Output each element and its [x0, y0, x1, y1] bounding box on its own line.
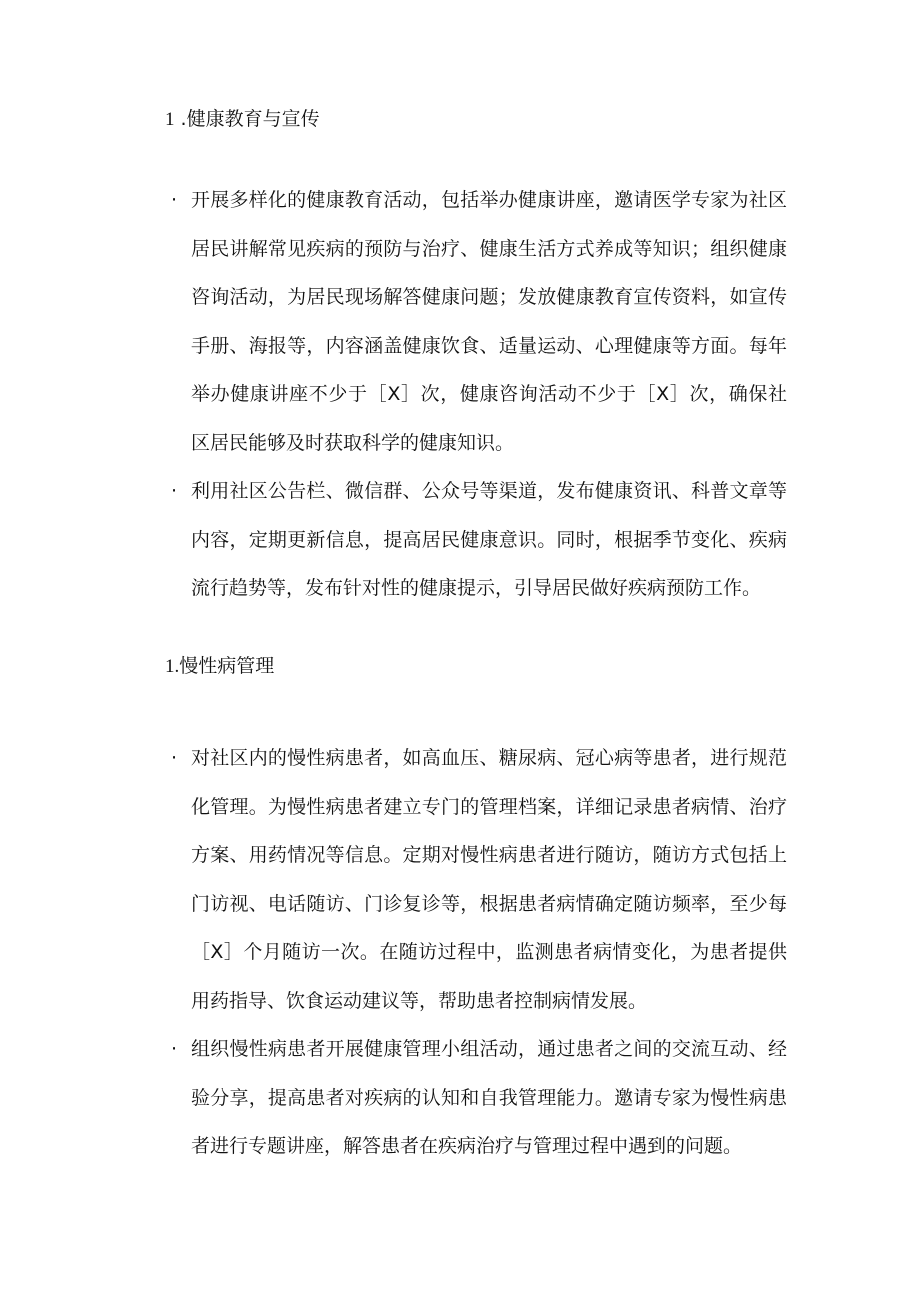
bullet-item — [165, 176, 787, 467]
bullet-marker: · — [170, 189, 178, 211]
bullet-marker: · — [170, 480, 178, 502]
heading-number: 1. — [165, 656, 180, 677]
section-heading-chronic-disease — [165, 652, 274, 681]
bullet-text: 开展多样化的健康教育活动，包括举办健康讲座，邀请医学专家为社区居民讲解常见疾病的预防与治疗、健康生活方式养成等知识；组织健康咨询活动，为居民现场解答健康问题；发放健康教育宣传资料，如宣传手册、海报等，内容涵盖健康饮食、适量运动、心理健康等方面。每年举办健康讲座不少于［X］次，健康咨询活动不少于［X］次，确保社区居民能够及时获取科学的健康知识。 — [191, 189, 787, 454]
heading-text: .健康教育与宣传 — [180, 108, 320, 130]
bullet-text: 对社区内的慢性病患者，如高血压、糖尿病、冠心病等患者，进行规范化管理。为慢性病患者建立专门的管理档案，详细记录患者病情、治疗方案、用药情况等信息。定期对慢性病患者进行随访，随访方式包括上门访视、电话随访、门诊复诊等，根据患者病情确定随访频率，至少每［X］个月随访一次。在随访过程中，监测患者病情变化，为患者提供用药指导、饮食运动建议等，帮助患者控制病情发展。 — [191, 747, 787, 1012]
bullet-marker: · — [170, 747, 178, 769]
bullet-text: 利用社区公告栏、微信群、公众号等渠道，发布健康资讯、科普文章等内容，定期更新信息，提高居民健康意识。同时，根据季节变化、疾病流行趋势等，发布针对性的健康提示，引导居民做好疾病预防工作。 — [191, 480, 787, 599]
bullet-marker: · — [170, 1038, 178, 1060]
bullet-text: 组织慢性病患者开展健康管理小组活动，通过患者之间的交流互动、经验分享，提高患者对疾病的认知和自我管理能力。邀请专家为慢性病患者进行专题讲座，解答患者在疾病治疗与管理过程中遇到的问题。 — [191, 1038, 787, 1157]
heading-text: 慢性病管理 — [179, 655, 275, 677]
bullet-item — [165, 1025, 787, 1171]
heading-number: 1 — [165, 109, 175, 130]
section-heading-health-education — [165, 105, 320, 134]
bullet-item — [165, 734, 787, 1025]
bullet-item — [165, 467, 787, 613]
